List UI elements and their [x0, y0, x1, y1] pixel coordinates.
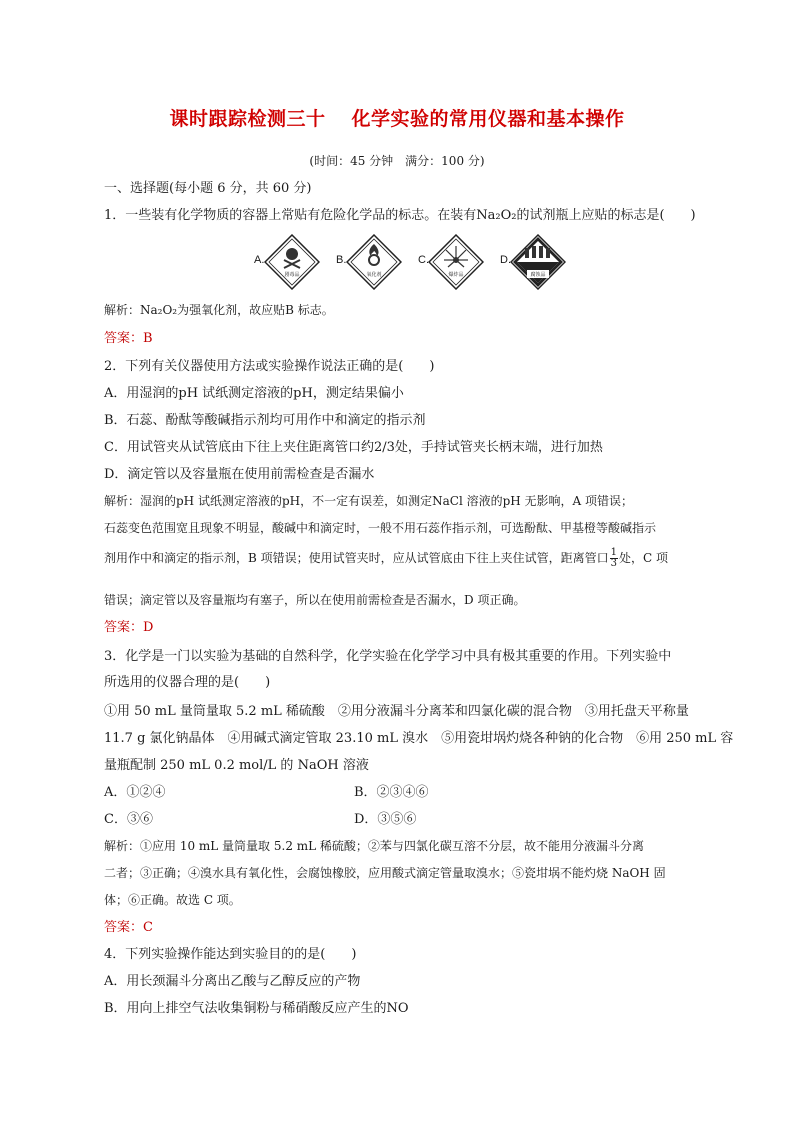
q2-option-a: A．用湿润的pH 试纸测定溶液的pH，测定结果偏小 [104, 386, 404, 401]
analysis-text: 处，C 项 [619, 551, 669, 565]
sign-option-c [418, 234, 494, 290]
frac-denominator: 3 [610, 558, 618, 569]
q3-analysis-line: 解析：①应用 10 mL 量筒量取 5.2 mL 稀硫酸；②苯与四氯化碳互溶不分层，故不能用分液漏斗分离 [104, 839, 644, 853]
q3-items-line: 11.7 g 氯化钠晶体 ④用碱式滴定管取 23.10 mL 溴水 ⑤用瓷坩埚灼烧各种钠的化合物 ⑥用 250 mL 容 [104, 731, 734, 746]
q4-stem: 4．下列实验操作能达到实验目的的是( ) [104, 947, 357, 962]
q3-items-line: 量瓶配制 250 mL 0.2 mol/L 的 NaOH 溶液 [104, 758, 369, 773]
q3-stem-line: 所选用的仪器合理的是( ) [104, 675, 271, 690]
skull-crossbones-icon [264, 234, 320, 290]
exam-meta: (时间：45 分钟 满分：100 分) [309, 154, 485, 168]
explosion-icon [428, 234, 484, 290]
q2-option-d: D．滴定管以及容量瓶在使用前需检查是否漏水 [104, 467, 375, 482]
q2-option-c: C．用试管夹从试管底由下往上夹住距离管口约2/3处，手持试管夹长柄末端，进行加热 [104, 440, 603, 455]
q4-option-a: A．用长颈漏斗分离出乙酸与乙醇反应的产物 [104, 974, 361, 989]
analysis-text: 剂用作中和滴定的指示剂，B 项错误；使用试管夹时，应从试管底由下往上夹住试管，距离管口 [104, 551, 609, 565]
corrosive-icon [510, 234, 566, 290]
q3-option-c: C．③⑥ [104, 812, 153, 827]
fraction-one-third [610, 548, 618, 569]
sign-option-d [500, 234, 576, 290]
title-right: 化学实验的常用仪器和基本操作 [351, 108, 625, 130]
hazard-signs [254, 234, 584, 290]
sign-option-a [254, 234, 330, 290]
sign-label: 剧毒品 [284, 272, 300, 278]
q3-stem-line: 3．化学是一门以实验为基础的自然科学，化学实验在化学学习中具有极其重要的作用。下列实验中 [104, 649, 672, 664]
sign-letter: B. [336, 254, 347, 266]
q3-items-line: ①用 50 mL 量筒量取 5.2 mL 稀硫酸 ②用分液漏斗分离苯和四氯化碳的混合物 ③用托盘天平称量 [104, 704, 689, 719]
q3-analysis-line: 二者；③正确；④溴水具有氧化性，会腐蚀橡胶，应用酸式滴定管量取溴水；⑤瓷坩埚不能灼烧 NaOH 固 [104, 866, 666, 880]
frac-numerator: 1 [610, 547, 618, 558]
sign-label: 腐蚀品 [530, 272, 546, 278]
sign-option-b [336, 234, 412, 290]
title-left: 课时跟踪检测三十 [169, 108, 326, 130]
q3-option-a: A．①②④ [104, 785, 166, 800]
q2-analysis-line: 解析：湿润的pH 试纸测定溶液的pH，不一定有误差，如测定NaCl 溶液的pH 无影响，A 项错误； [104, 494, 634, 508]
q2-analysis-line: 石蕊变色范围宽且现象不明显，酸碱中和滴定时，一般不用石蕊作指示剂，可选酚酞、甲基橙等酸碱指示 [104, 521, 657, 535]
section-heading: 一、选择题(每小题 6 分，共 60 分) [104, 181, 312, 196]
q4-option-b: B．用向上排空气法收集铜粉与稀硝酸反应产生的NO [104, 1001, 409, 1016]
q1-stem: 1．一些装有化学物质的容器上常贴有危险化学品的标志。在装有Na₂O₂的试剂瓶上应贴的标志是( ) [104, 208, 696, 223]
q1-analysis: 解析：Na₂O₂为强氧化剂，故应贴B 标志。 [104, 303, 334, 317]
sign-letter: C. [418, 254, 429, 266]
sign-letter: D. [500, 254, 511, 266]
q2-stem: 2．下列有关仪器使用方法或实验操作说法正确的是( ) [104, 359, 435, 374]
flame-over-circle-icon [346, 234, 402, 290]
q3-option-d: D．③⑤⑥ [354, 812, 417, 827]
q2-option-b: B．石蕊、酚酞等酸碱指示剂均可用作中和滴定的指示剂 [104, 413, 426, 428]
q3-answer: 答案：C [104, 920, 153, 935]
q2-answer: 答案：D [104, 620, 154, 635]
q3-analysis-line: 体；⑥正确。故选 C 项。 [104, 893, 241, 907]
q1-answer: 答案：B [104, 331, 153, 346]
sign-letter: A. [254, 254, 265, 266]
sign-label: 爆炸品 [448, 272, 464, 278]
q2-analysis-line: 错误；滴定管以及容量瓶均有塞子，所以在使用前需检查是否漏水，D 项正确。 [104, 593, 526, 607]
q2-analysis-line [104, 548, 704, 569]
sign-label: 氧化剂 [366, 272, 382, 278]
page-title [0, 104, 794, 131]
q3-option-b: B．②③④⑥ [354, 785, 429, 800]
